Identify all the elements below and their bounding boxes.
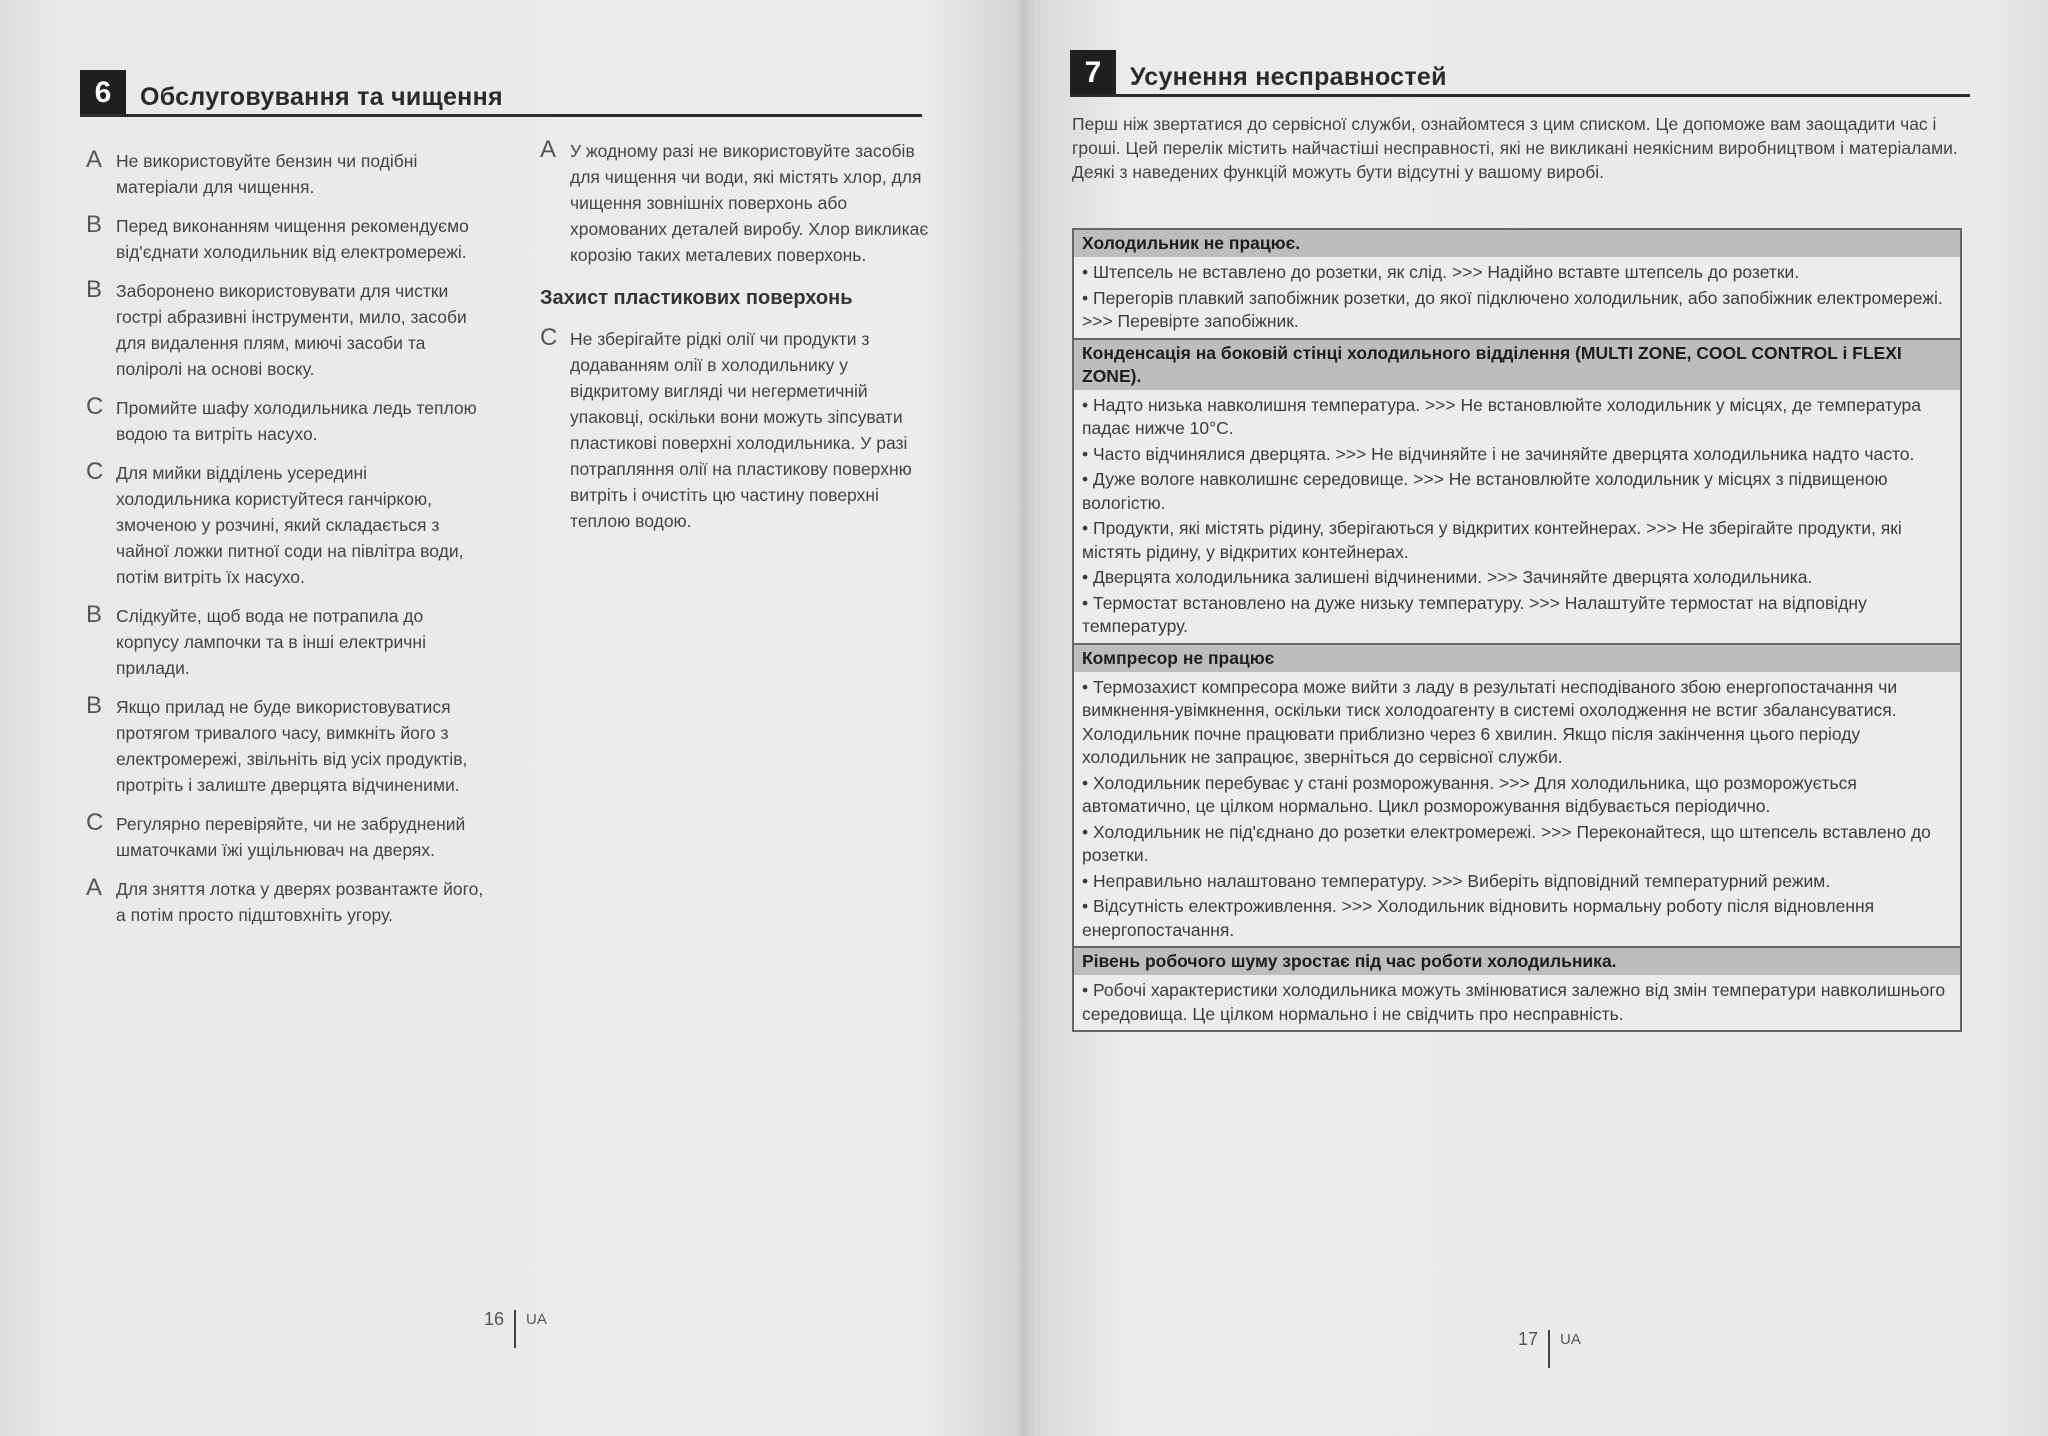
section-rule	[1070, 94, 1970, 97]
language-code: UA	[1560, 1330, 1581, 1348]
list-item	[86, 395, 486, 447]
table-line: • Надто низька навколишня температура. >>> Не встановлюйте холодильник у місцях, де температура падає нижче 10°C.	[1082, 394, 1922, 438]
item-text: Промийте шафу холодильника ледь теплою водою та витріть насухо.	[116, 398, 477, 444]
table-group-body	[1074, 672, 1960, 947]
item-text: Не зберігайте рідкі олії чи продукти з додаванням олії в холодильнику у відкритому вигляді чи негерметичній упаковці, оскільки вони можуть зіпсувати пластикові поверхні холодильника. У разі потрапляння олії на пластикову поверхню витріть і очистіть цю частину поверхні теплою водою.	[570, 329, 912, 531]
page-number: 16	[484, 1308, 505, 1329]
section-title: Усунення несправностей	[1130, 63, 1447, 91]
list-item	[86, 603, 486, 681]
page-footer	[1518, 1320, 1581, 1358]
right-page	[1030, 0, 2048, 1436]
left-column-2	[540, 138, 940, 547]
list-item	[86, 148, 486, 200]
section-heading-troubleshooting	[1070, 50, 1447, 96]
table-line: • Перегорів плавкий запобіжник розетки, до якої підключено холодильник, або запобіжник електромережі. >>> Перевірте запобіжник.	[1082, 287, 1943, 331]
item-text: Для мийки відділень усередині холодильника користуйтеся ганчіркою, змоченою у розчині, який складається з чайної ложки питної соди на півлітра води, потім витріть їх насухо.	[116, 463, 464, 587]
table-line: • Холодильник не під'єднано до розетки електромережі. >>> Переконайтеся, що штепсель вставлено до розетки.	[1082, 821, 1931, 865]
subheading-plastic-surfaces: Захист пластикових поверхонь	[540, 287, 853, 309]
table-line: • Холодильник перебуває у стані розморожування. >>> Для холодильника, що розморожується автоматично, це цілком нормально. Цикл розморожування відбувається періодично.	[1082, 772, 1857, 816]
item-text: Не використовуйте бензин чи подібні матеріали для чищення.	[116, 151, 418, 197]
item-text: У жодному разі не використовуйте засобів для чищення чи води, які містять хлор, для чищення зовнішніх поверхонь або хромованих деталей виробу. Хлор викликає корозію таких металевих поверхонь.	[570, 141, 929, 265]
section-heading-maintenance	[80, 70, 503, 116]
item-letter: C	[86, 458, 104, 485]
item-text: Перед виконанням чищення рекомендуємо від'єднати холодильник від електромережі.	[116, 216, 469, 262]
item-letter: C	[86, 809, 104, 836]
item-letter: A	[86, 146, 103, 173]
table-group-header: Конденсація на боковій стінці холодильного відділення (MULTI ZONE, COOL CONTROL і FLEXI ZONE).	[1074, 338, 1960, 390]
item-letter: A	[86, 874, 103, 901]
item-text: Якщо прилад не буде використовуватися протягом тривалого часу, вимкніть його з електромережі, звільніть від усіх продуктів, протріть і залиште дверцята відчиненими.	[116, 697, 468, 795]
item-text: Заборонено використовувати для чистки гострі абразивні інструменти, мило, засоби для видалення плям, миючі засоби та поліролі на основі воску.	[116, 281, 467, 379]
table-line: • Продукти, які містять рідину, зберігаються у відкритих контейнерах. >>> Не зберігайте продукти, які містять рідину, у відкритих контейнерах.	[1082, 518, 1902, 562]
list-item	[86, 460, 486, 590]
table-group-header: Холодильник не працює.	[1074, 230, 1960, 257]
troubleshooting-table	[1072, 228, 1962, 1032]
table-line: • Неправильно налаштовано температуру. >>> Виберіть відповідний температурний режим.	[1082, 870, 1831, 891]
item-text: Регулярно перевіряйте, чи не забруднений шматочками їжі ущільнювач на дверях.	[116, 814, 466, 860]
list-item	[86, 278, 486, 382]
section-rule	[80, 114, 922, 117]
list-item	[540, 326, 940, 534]
table-line: • Штепсель не вставлено до розетки, як слід. >>> Надійно вставте штепсель до розетки.	[1082, 262, 1800, 282]
table-line: • Часто відчинялися дверцята. >>> Не відчиняйте і не зачиняйте дверцята холодильника надто часто.	[1082, 443, 1915, 464]
section-title: Обслуговування та чищення	[140, 83, 503, 111]
table-group-body	[1074, 975, 1960, 1030]
item-letter: B	[86, 692, 103, 719]
item-letter: B	[86, 276, 103, 303]
item-text: Для зняття лотка у дверях розвантажте його, а потім просто підштовхніть угору.	[116, 879, 484, 925]
table-group-header: Рівень робочого шуму зростає під час роботи холодильника.	[1074, 946, 1960, 975]
table-line: • Термозахист компресора може вийти з ладу в результаті несподіваного збою енергопостачання чи вимкнення-увімкнення, оскільки тиск холодоагенту в системі охолодження не встиг збалансуватися. Холодильник почне працювати приблизно через 6 хвилин. Якщо після закінчення цього періоду холодильник не запрацює, зверніться до сервісної служби.	[1082, 676, 1898, 767]
section-number: 7	[1070, 50, 1116, 96]
page-footer	[484, 1300, 547, 1338]
item-letter: C	[86, 393, 104, 420]
table-group-body	[1074, 390, 1960, 643]
table-line: • Дуже вологе навколишнє середовище. >>> Не встановлюйте холодильник у місцях з підвищеною вологістю.	[1082, 469, 1888, 513]
language-code: UA	[526, 1310, 547, 1328]
table-line: • Термостат встановлено на дуже низьку температуру. >>> Налаштуйте термостат на відповідну температуру.	[1082, 592, 1867, 636]
left-page	[0, 0, 1018, 1436]
item-letter: C	[540, 324, 558, 351]
table-group-body	[1074, 257, 1960, 338]
intro-paragraph: Перш ніж звертатися до сервісної служби, ознайомтеся з цим списком. Це допоможе вам заощадити час і гроші. Цей перелік містить найчастіші несправності, які не викликані неякісним виробництвом і матеріалами. Деякі з наведених функцій можуть бути відсутні у вашому виробі.	[1072, 114, 1958, 182]
footer-divider	[1548, 1330, 1550, 1368]
table-group-header: Компресор не працює	[1074, 643, 1960, 672]
item-letter: A	[540, 136, 557, 163]
page-number: 17	[1518, 1328, 1539, 1349]
footer-divider	[514, 1310, 516, 1348]
list-item	[86, 694, 486, 798]
item-letter: B	[86, 601, 103, 628]
list-item	[540, 138, 940, 268]
table-line: • Відсутність електроживлення. >>> Холодильник відновить нормальну роботу після відновлення енергопостачання.	[1082, 896, 1875, 940]
list-item	[86, 876, 486, 928]
table-line: • Робочі характеристики холодильника можуть змінюватися залежно від змін температури навколишнього середовища. Це цілком нормально і не свідчить про несправність.	[1082, 980, 1946, 1024]
item-letter: B	[86, 211, 103, 238]
item-text: Слідкуйте, щоб вода не потрапила до корпусу лампочки та в інші електричні прилади.	[116, 606, 426, 678]
table-line: • Дверцята холодильника залишені відчиненими. >>> Зачиняйте дверцята холодильника.	[1082, 567, 1813, 587]
list-item	[86, 213, 486, 265]
left-column-1	[86, 148, 486, 941]
section-number: 6	[80, 70, 126, 116]
list-item	[86, 811, 486, 863]
